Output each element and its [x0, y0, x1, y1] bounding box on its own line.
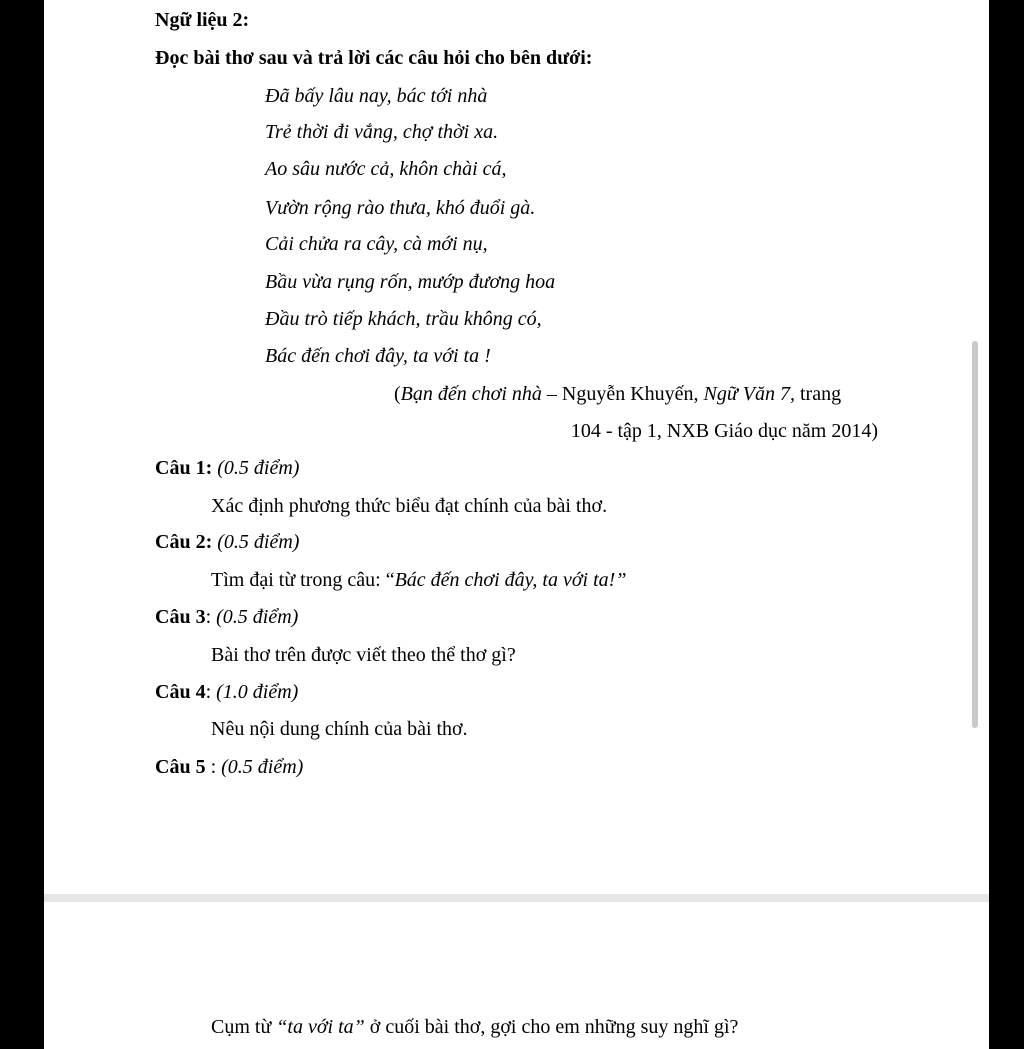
scrollbar-thumb[interactable]	[972, 341, 978, 728]
question-points: (1.0 điểm)	[216, 681, 299, 703]
question-5-header	[155, 755, 303, 779]
question-1-text: Xác định phương thức biểu đạt chính của bài thơ.	[211, 495, 608, 517]
question-label: Câu 4	[155, 681, 206, 703]
question-3-text: Bài thơ trên được viết theo thể thơ gì?	[211, 644, 516, 666]
question-4-text: Nêu nội dung chính của bài thơ.	[211, 718, 468, 740]
question-5-text	[211, 1015, 738, 1039]
poem-line: Đã bấy lâu nay, bác tới nhà	[265, 85, 488, 107]
instruction-text: Đọc bài thơ sau và trả lời các câu hỏi cho bên dưới:	[155, 47, 593, 69]
poem-line: Đầu trò tiếp khách, trầu không có,	[265, 308, 542, 330]
question-text-before: Cụm từ	[211, 1016, 277, 1038]
question-3-header	[155, 605, 298, 629]
source-work-title: Bạn đến chơi nhà	[400, 383, 542, 405]
question-1-header	[155, 456, 299, 480]
question-label: Câu 3	[155, 606, 206, 628]
poem-line: Cải chửa ra cây, cà mới nụ,	[265, 233, 488, 255]
source-open-paren: (	[394, 383, 401, 405]
poem-line: Bác đến chơi đây, ta với ta !	[265, 345, 491, 367]
source-author: – Nguyễn Khuyến,	[541, 383, 704, 405]
question-points: (0.5 điểm)	[216, 606, 299, 628]
source-citation-line-2: 104 - tập 1, NXB Giáo dục năm 2014)	[570, 420, 878, 442]
question-points: (0.5 điểm)	[212, 531, 300, 553]
question-points: (0.5 điểm)	[221, 756, 304, 778]
question-quote: “ta với ta”	[276, 1016, 365, 1038]
question-text-after: ”	[615, 569, 627, 591]
poem-line: Ao sâu nước cả, khôn chài cá,	[265, 158, 507, 180]
question-label: Câu 1:	[155, 457, 213, 479]
question-sep: :	[205, 681, 217, 703]
question-text-before: Tìm đại từ trong câu: “	[211, 569, 395, 591]
question-text-after: ở cuối bài thơ, gợi cho em những suy nghĩ gì?	[364, 1016, 739, 1038]
question-2-header	[155, 530, 299, 554]
poem-line: Vườn rộng rào thưa, khó đuổi gà.	[265, 197, 536, 219]
poem-line: Trẻ thời đi vắng, chợ thời xa.	[265, 121, 499, 143]
question-points: (0.5 điểm)	[212, 457, 300, 479]
poem-line: Bầu vừa rụng rốn, mướp đương hoa	[265, 271, 556, 293]
source-book: Ngữ Văn 7,	[703, 383, 795, 405]
question-sep: :	[205, 606, 217, 628]
question-2-text	[211, 568, 626, 592]
source-page-word: trang	[794, 383, 842, 405]
question-label: Câu 5	[155, 756, 206, 778]
question-label: Câu 2:	[155, 531, 213, 553]
question-sep: :	[205, 756, 222, 778]
section-title: Ngữ liệu 2:	[155, 9, 250, 31]
page-break	[44, 894, 989, 902]
source-citation-line-1	[394, 382, 841, 406]
question-quote: Bác đến chơi đây, ta với ta!	[394, 569, 616, 591]
question-4-header	[155, 680, 298, 704]
